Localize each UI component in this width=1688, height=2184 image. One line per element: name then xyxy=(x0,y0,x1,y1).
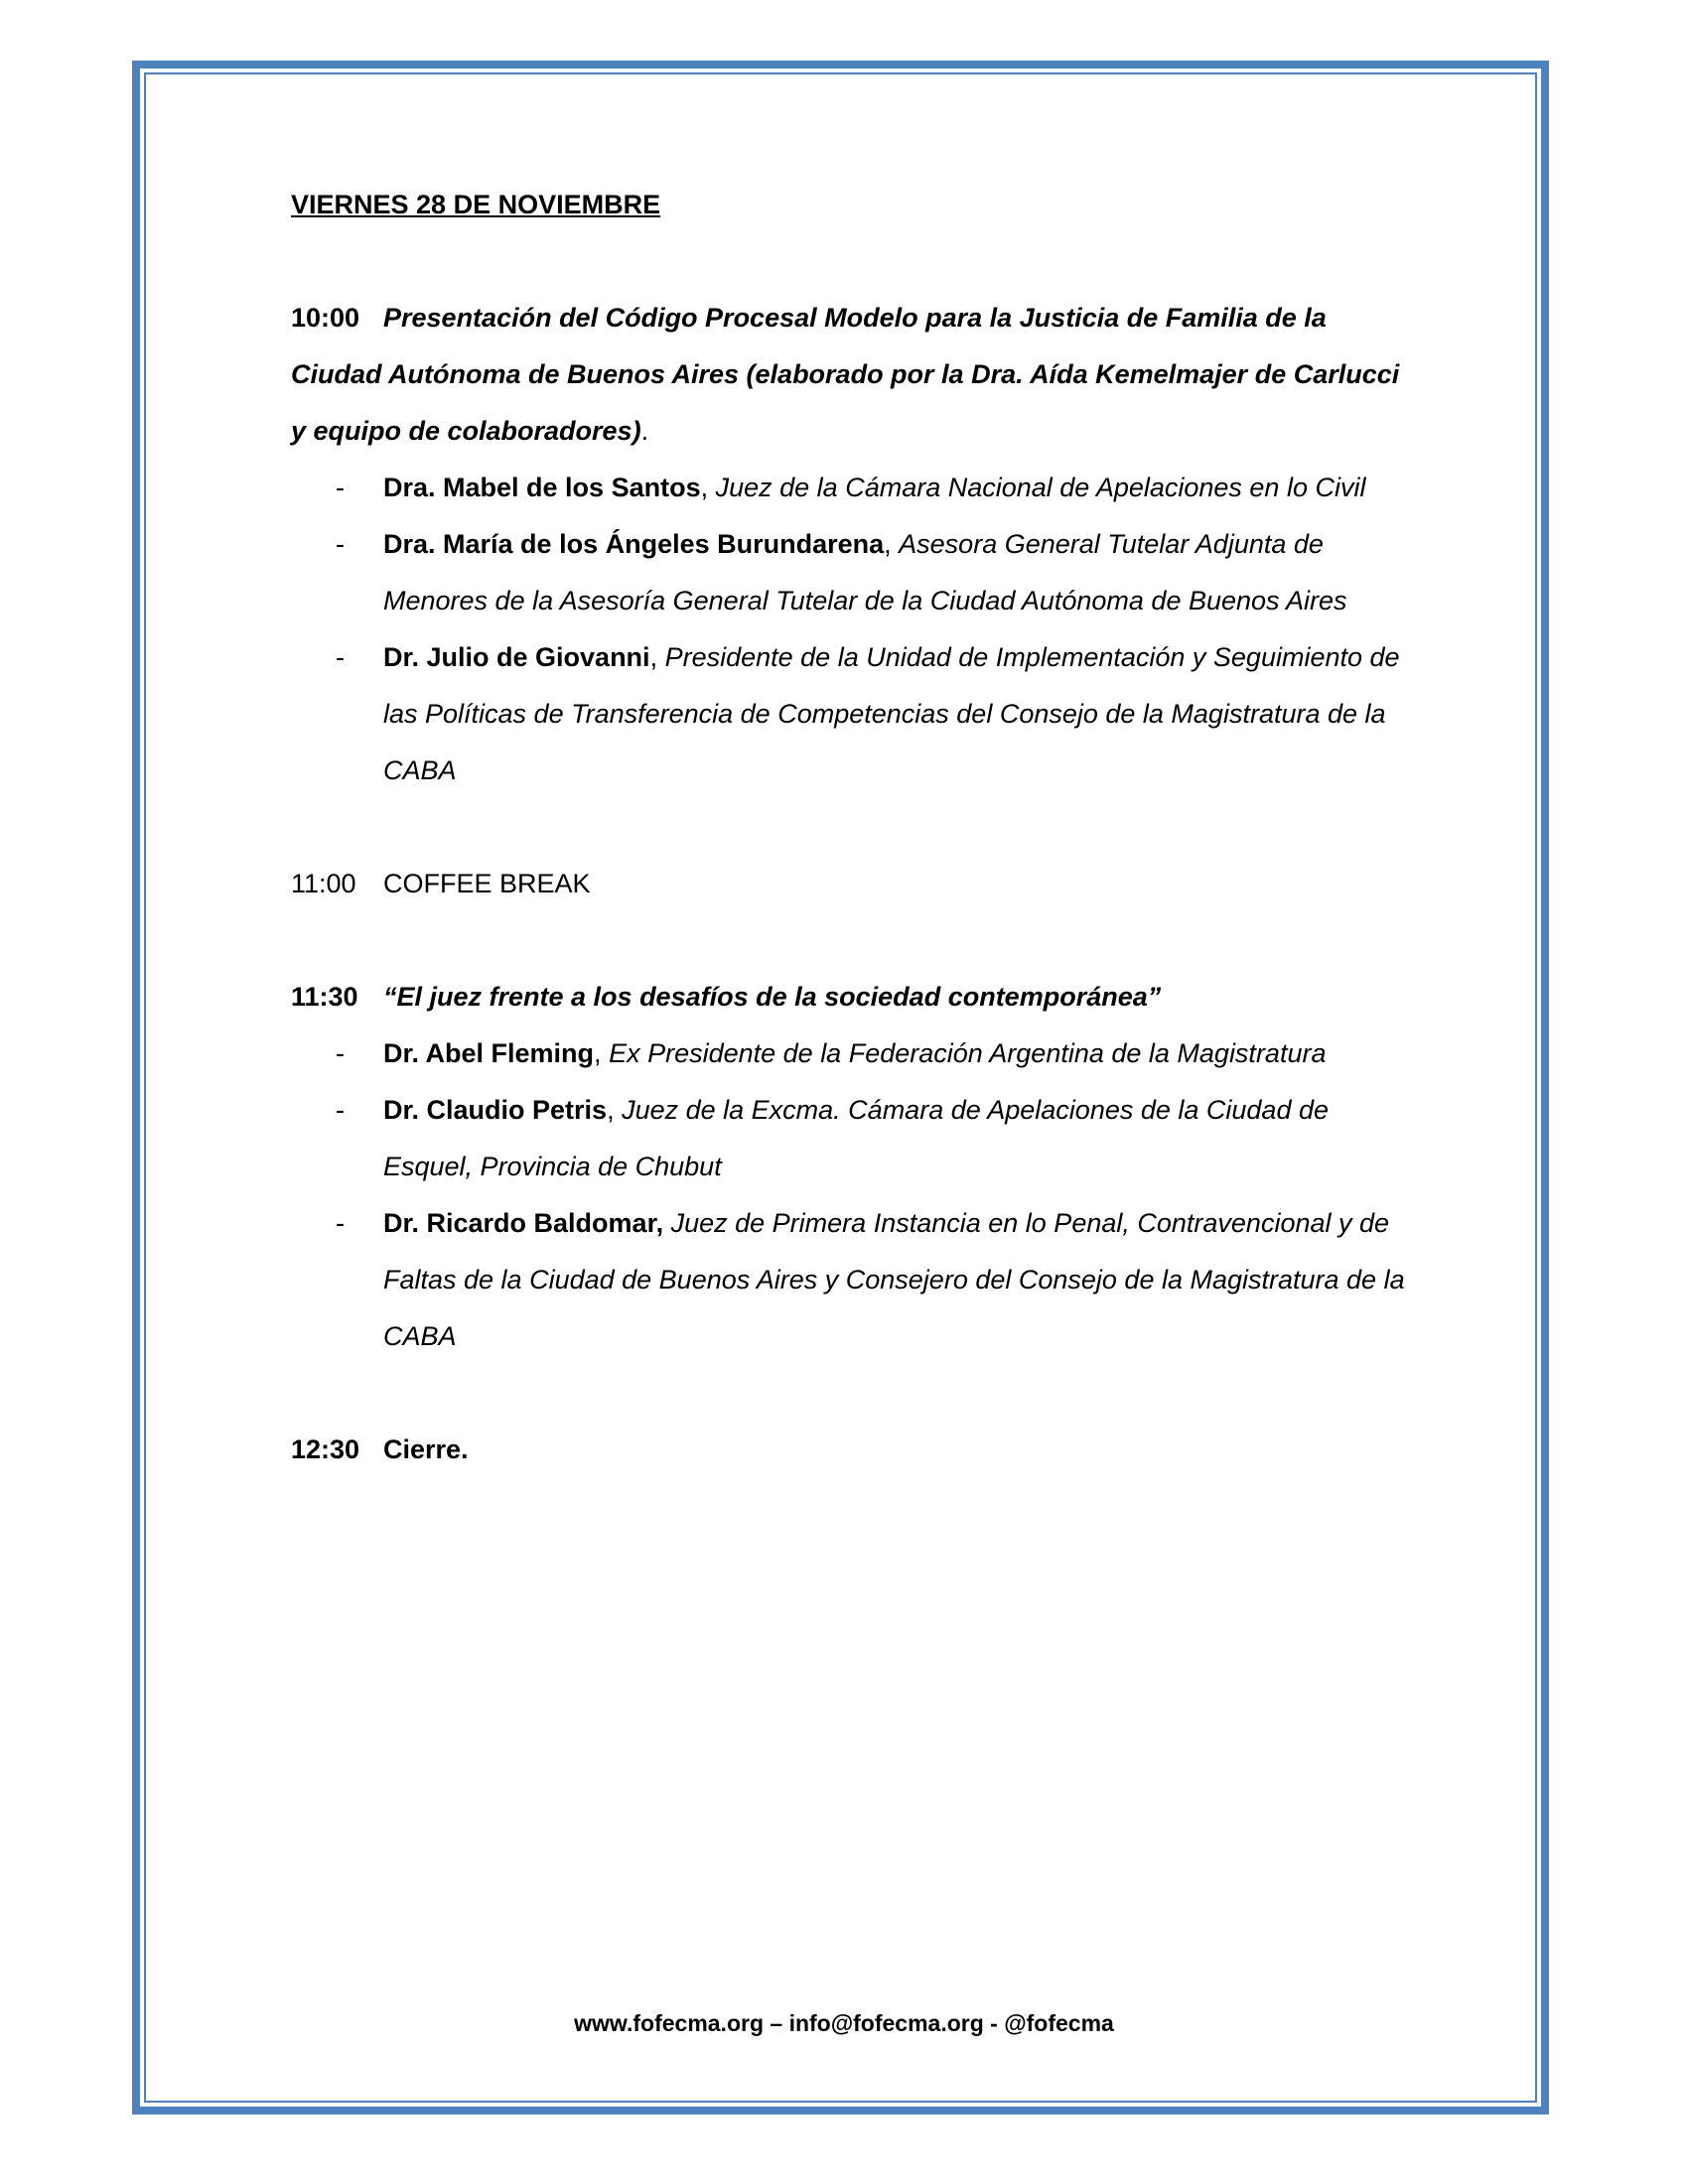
session-title-suffix: . xyxy=(640,416,649,446)
list-dash: - xyxy=(336,1208,345,1238)
speaker-name: Dra. Mabel de los Santos xyxy=(383,473,701,502)
speaker-item xyxy=(291,1195,1413,1365)
session-header xyxy=(291,969,1413,1025)
speaker-separator: , xyxy=(594,1038,610,1068)
session-time: 12:30 xyxy=(291,1434,360,1464)
closing-label: Cierre. xyxy=(383,1434,469,1464)
day-heading: VIERNES 28 DE NOVIEMBRE xyxy=(291,190,661,219)
session-time: 11:30 xyxy=(291,982,358,1012)
list-dash: - xyxy=(336,529,345,559)
list-dash: - xyxy=(336,642,345,672)
session-title: Presentación del Código Procesal Modelo para la Justicia de Familia de la Ciudad Autónoma de Buenos Aires (elaborado por la Dra. Aída Kemelmajer de Carlucci y equipo de colaboradores) xyxy=(291,303,1400,446)
speaker-item xyxy=(291,1082,1413,1195)
session-title: “El juez frente a los desafíos de la sociedad contemporánea” xyxy=(383,982,1162,1012)
program-content xyxy=(291,177,1413,1535)
speaker-role: Presidente de la Unidad de Implementación y Seguimiento de las Políticas de Transferencia de Competencias del Consejo de la Magistratura de la CABA xyxy=(383,642,1400,785)
speaker-list xyxy=(291,1025,1413,1365)
list-dash: - xyxy=(336,1095,345,1125)
session-1130 xyxy=(291,969,1413,1365)
speaker-name: Dr. Julio de Giovanni xyxy=(383,642,650,672)
speaker-separator xyxy=(663,1208,671,1238)
session-time: 10:00 xyxy=(291,303,360,333)
coffee-break-label: COFFEE BREAK xyxy=(383,869,591,898)
speaker-separator: , xyxy=(700,473,716,502)
speaker-name: Dr. Abel Fleming xyxy=(383,1038,595,1068)
session-1000 xyxy=(291,290,1413,799)
speaker-role: Juez de la Excma. Cámara de Apelaciones de la Ciudad de Esquel, Provincia de Chubut xyxy=(383,1095,1329,1181)
speaker-name: Dra. María de los Ángeles Burundarena xyxy=(383,529,885,559)
speaker-separator: , xyxy=(607,1095,623,1125)
speaker-separator: , xyxy=(649,642,665,672)
footer-contact: www.fofecma.org – info@fofecma.org - @fofecma xyxy=(574,2010,1114,2036)
speaker-item xyxy=(291,516,1413,629)
speaker-name: Dr. Ricardo Baldomar, xyxy=(383,1208,664,1238)
speaker-item xyxy=(291,1025,1413,1082)
speaker-role: Ex Presidente de la Federación Argentina de la Magistratura xyxy=(609,1038,1327,1068)
speaker-list xyxy=(291,460,1413,799)
speaker-name: Dr. Claudio Petris xyxy=(383,1095,608,1125)
speaker-role: Juez de Primera Instancia en lo Penal, Contravencional y de Faltas de la Ciudad de Buenos Aires y Consejero del Consejo de la Magistratura de la CABA xyxy=(383,1208,1405,1351)
list-dash: - xyxy=(336,1038,345,1068)
speaker-separator: , xyxy=(884,529,900,559)
session-1230 xyxy=(291,1422,1413,1478)
speaker-item xyxy=(291,460,1413,516)
session-1100 xyxy=(291,856,1413,912)
speaker-role: Juez de la Cámara Nacional de Apelaciones en lo Civil xyxy=(715,473,1366,502)
speaker-item xyxy=(291,629,1413,799)
list-dash: - xyxy=(336,473,345,502)
session-header xyxy=(291,290,1413,460)
session-time: 11:00 xyxy=(291,869,356,898)
speaker-role: Asesora General Tutelar Adjunta de Menores de la Asesoría General Tutelar de la Ciudad Autónoma de Buenos Aires xyxy=(383,529,1347,615)
